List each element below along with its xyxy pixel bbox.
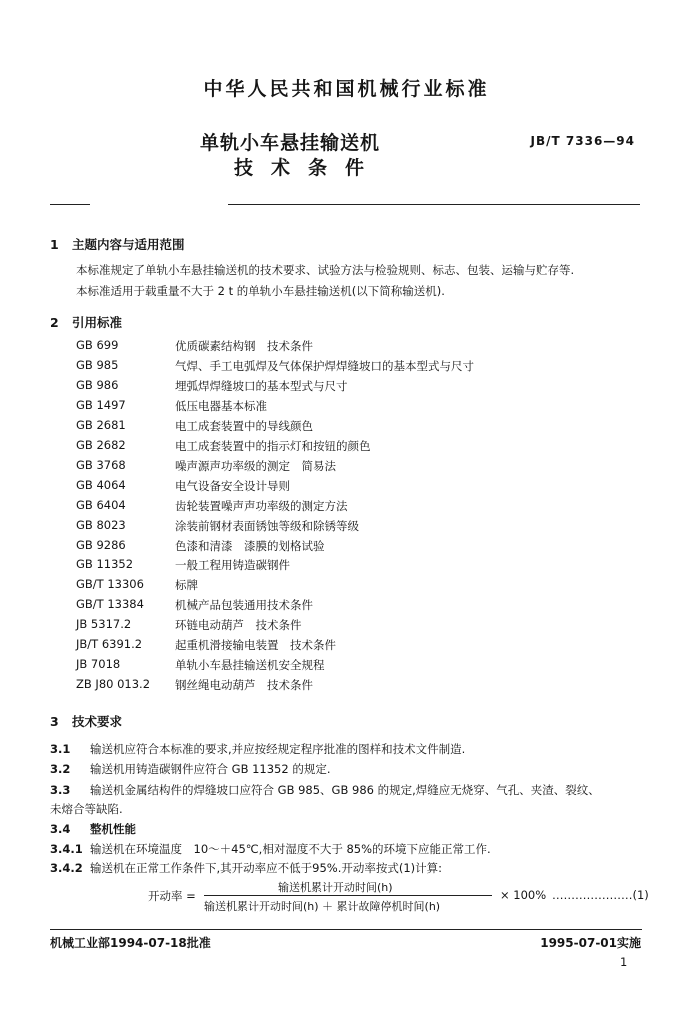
clause-text: 输送机应符合本标准的要求,并应按经规定程序批准的图样和技术文件制造. [90,742,466,756]
reference-title: 低压电器基本标准 [175,399,267,413]
clause-3-3-continuation [50,801,123,817]
formula-lhs: 开动率 = [148,889,196,903]
clause-text: 输送机在环境温度 10～＋45℃,相对湿度不大于 85%的环境下应能正常工作. [90,842,491,856]
header-rule-long [228,204,640,205]
section-title: 主题内容与适用范围 [72,237,185,252]
reference-title: 钢丝绳电动葫芦 技术条件 [175,678,313,692]
reference-code: GB/T 13306 [76,577,144,591]
formula-equation-number: …………………(1) [552,888,649,902]
reference-title: 机械产品包装通用技术条件 [175,598,313,612]
clause-number: 3.1 [50,742,71,756]
clause-3-3 [50,782,600,798]
reference-code: JB 5317.2 [76,617,132,631]
clause-3-2 [50,761,331,777]
clause-number: 3.2 [50,762,71,776]
clause-text: 未熔合等缺陷. [50,802,123,816]
reference-code: ZB J80 013.2 [76,677,151,691]
clause-text: 输送机用铸造碳钢件应符合 GB 11352 的规定. [90,762,331,776]
page-number: 1 [620,955,628,969]
reference-title: 涂装前钢材表面锈蚀等级和除锈等级 [175,519,359,533]
document-title: 单轨小车悬挂输送机 [199,132,380,154]
section-number: 1 [50,237,59,252]
section-1-paragraph-1: 本标准规定了单轨小车悬挂输送机的技术要求、试验方法与检验规则、标志、包装、运输与贮存等. [76,263,575,277]
formula-numerator: 输送机累计开动时间(h) [278,881,393,894]
reference-code: GB 4064 [76,478,126,492]
reference-code: JB 7018 [76,657,121,671]
clause-number: 3.3 [50,783,71,797]
reference-title: 优质碳素结构钢 技术条件 [175,339,313,353]
header-rule-short [50,204,90,205]
clause-text: 整机性能 [90,822,136,836]
section-1-heading [50,235,185,253]
reference-title: 噪声源声功率级的测定 简易法 [175,459,336,473]
reference-title: 电气设备安全设计导则 [175,479,290,493]
standard-header: 中华人民共和国机械行业标准 [203,78,490,100]
clause-3-4-2 [50,860,442,876]
reference-title: 一般工程用铸造碳钢件 [175,558,290,572]
reference-title: 电工成套装置中的导线颜色 [175,419,313,433]
reference-code: GB 11352 [76,557,134,571]
section-number: 3 [50,714,59,729]
document-subtitle: 技术条件 [233,157,382,179]
reference-code: GB 3768 [76,458,126,472]
reference-title: 标牌 [175,578,198,592]
reference-title: 气焊、手工电弧焊及气体保护焊焊缝坡口的基本型式与尺寸 [175,359,474,373]
clause-number: 3.4.1 [50,842,83,856]
reference-title: 色漆和清漆 漆膜的划格试验 [175,539,325,553]
clause-3-4 [50,821,136,837]
standard-number: JB/T 7336—94 [530,134,635,148]
clause-number: 3.4.2 [50,861,83,875]
clause-text: 输送机在正常工作条件下,其开动率应不低于95%.开动率按式(1)计算: [90,861,443,875]
formula-denominator: 输送机累计开动时间(h) ＋ 累计故障停机时间(h) [204,900,441,913]
reference-code: GB/T 13384 [76,597,144,611]
reference-code: GB 699 [76,338,119,352]
clause-3-4-1 [50,841,491,857]
formula-fraction-bar [204,895,492,896]
reference-code: GB 6404 [76,498,126,512]
reference-code: JB/T 6391.2 [76,637,143,651]
approval-date: 机械工业部1994-07-18批准 [50,936,211,950]
reference-title: 电工成套装置中的指示灯和按钮的颜色 [175,439,371,453]
clause-text: 输送机金属结构件的焊缝坡口应符合 GB 985、GB 986 的规定,焊缝应无烧穿、气孔、夹渣、裂纹、 [90,783,600,797]
reference-title: 环链电动葫芦 技术条件 [175,618,302,632]
section-1-paragraph-2: 本标准适用于载重量不大于 2 t 的单轨小车悬挂输送机(以下简称输送机). [76,284,445,298]
footer-rule [50,929,642,930]
reference-code: GB 9286 [76,538,126,552]
reference-code: GB 986 [76,378,119,392]
reference-code: GB 2681 [76,418,126,432]
section-2-heading [50,313,122,331]
reference-title: 埋弧焊焊缝坡口的基本型式与尺寸 [175,379,348,393]
clause-3-1 [50,741,465,757]
clause-number: 3.4 [50,822,71,836]
section-3-heading [50,712,122,730]
formula-factor: × 100% [500,888,547,902]
reference-code: GB 985 [76,358,119,372]
reference-title: 齿轮装置噪声声功率级的测定方法 [175,499,348,513]
effective-date: 1995-07-01实施 [540,936,641,950]
section-number: 2 [50,315,59,330]
reference-title: 起重机滑接输电装置 技术条件 [175,638,336,652]
reference-title: 单轨小车悬挂输送机安全规程 [175,658,325,672]
section-title: 引用标准 [72,315,123,330]
reference-code: GB 1497 [76,398,126,412]
section-title: 技术要求 [72,714,123,729]
reference-code: GB 2682 [76,438,126,452]
reference-code: GB 8023 [76,518,126,532]
